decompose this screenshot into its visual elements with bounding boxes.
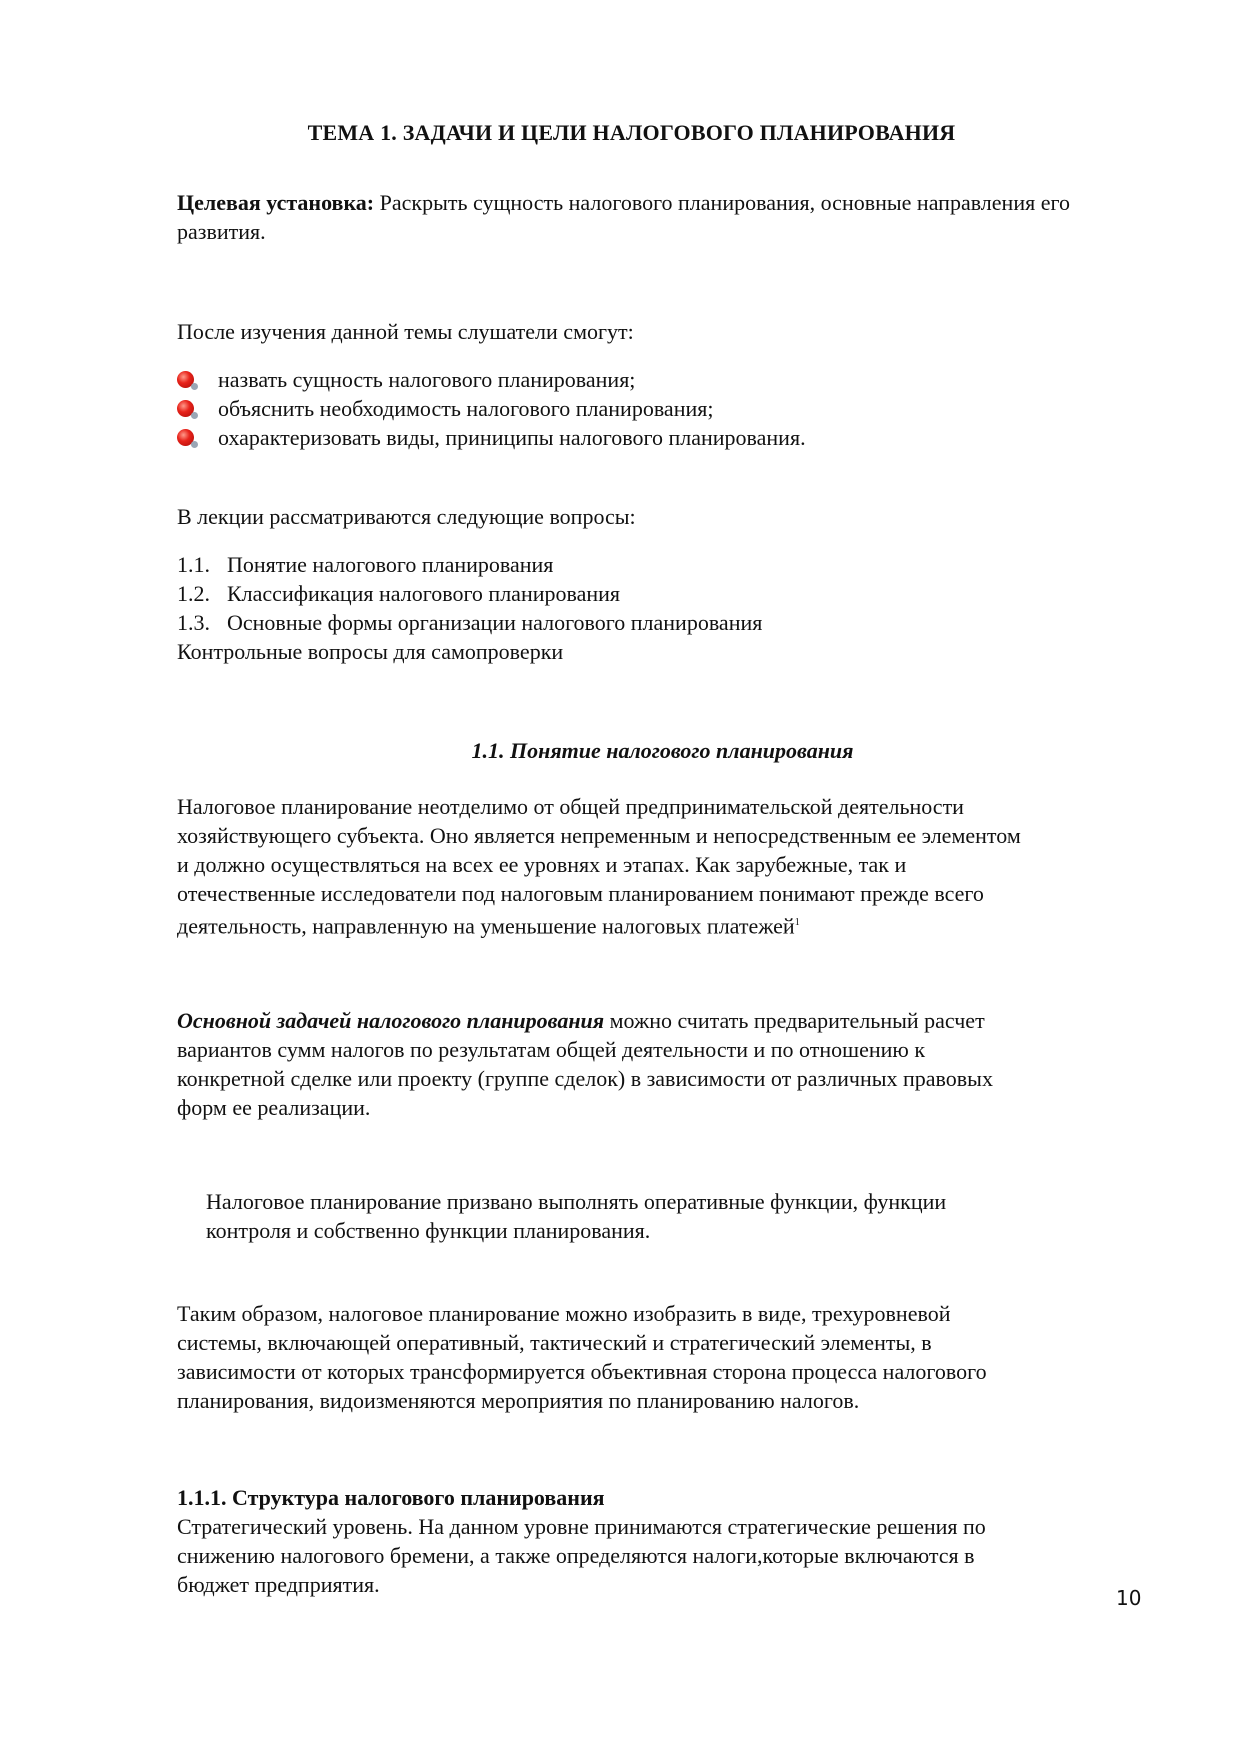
after-study-text: После изучения данной темы слушатели смогут: <box>177 319 634 344</box>
emphasis-text: Основной задачей налогового планирования <box>177 1008 605 1033</box>
red-ball-bullet-icon <box>177 371 194 388</box>
goal-text: Раскрыть сущность налогового планирования, основные направления его развития. <box>177 190 1070 244</box>
list-item: объяснить необходимость налогового планирования; <box>177 394 806 423</box>
paragraph-concept: Налоговое планирование неотделимо от общей предпринимательской деятельности хозяйствующего субъекта. Оно является непременным и непосредственным ее элементом и должно осуществляться на всех ее уровнях и этапах. Как зарубежные, так и отечественные исследователи под налоговым планированием понимают прежде всего деятельность, направленную на уменьшение налоговых платежей$^1$ <box>177 794 1021 939</box>
list-item: 1.3. Основные формы организации налогового планирования <box>177 610 763 635</box>
paragraph-levels: Таким образом, налоговое планирование можно изобразить в виде, трехуровневой системы, включающей оперативный, тактический и стратегический элементы, в зависимости от которых трансформируется объективная сторона процесса налогового планирования, видоизменяются мероприятия по планированию налогов. <box>177 1301 987 1413</box>
footnote-mark: 1 <box>794 917 800 928</box>
page-title: ТЕМА 1. ЗАДАЧИ И ЦЕЛИ НАЛОГОВОГО ПЛАНИРОВАНИЯ <box>307 120 956 145</box>
section-heading: 1.1. Понятие налогового планирования <box>471 738 854 763</box>
paragraph-functions: Налоговое планирование призвано выполнять оперативные функции, функции контроля и собственно функции планирования. <box>206 1189 947 1243</box>
paragraph-strategic: Стратегический уровень. На данном уровне принимаются стратегические решения по снижению налогового бремени, а также определяются налоги,которые включаются в бюджет предприятия. <box>177 1514 986 1597</box>
list-item: Контрольные вопросы для самопроверки <box>177 639 564 664</box>
list-item: назвать сущность налогового планирования; <box>177 365 806 394</box>
paragraph-main-task: Основной задачей налогового планирования можно считать предварительный расчет вариантов сумм налогов по результатам общей деятельности и по отношению к конкретной сделке или проекту (группе сделок) в зависимости от различных правовых форм ее реализации. <box>177 1008 993 1120</box>
lecture-intro: В лекции рассматриваются следующие вопросы: <box>177 504 636 529</box>
list-item: 1.2. Классификация налогового планирования <box>177 581 621 606</box>
goal-paragraph <box>177 188 1127 246</box>
list-item: охарактеризовать виды, приниципы налогового планирования. <box>177 423 806 452</box>
questions-list <box>177 550 762 666</box>
list-item: 1.1. Понятие налогового планирования <box>177 552 554 577</box>
outcomes-list <box>177 365 806 452</box>
red-ball-bullet-icon <box>177 400 194 417</box>
goal-label: Целевая установка: <box>177 190 375 215</box>
subsection-heading: 1.1.1. Структура налогового планирования <box>177 1485 605 1510</box>
page-number: 10 <box>1116 1586 1142 1610</box>
red-ball-bullet-icon <box>177 429 194 446</box>
